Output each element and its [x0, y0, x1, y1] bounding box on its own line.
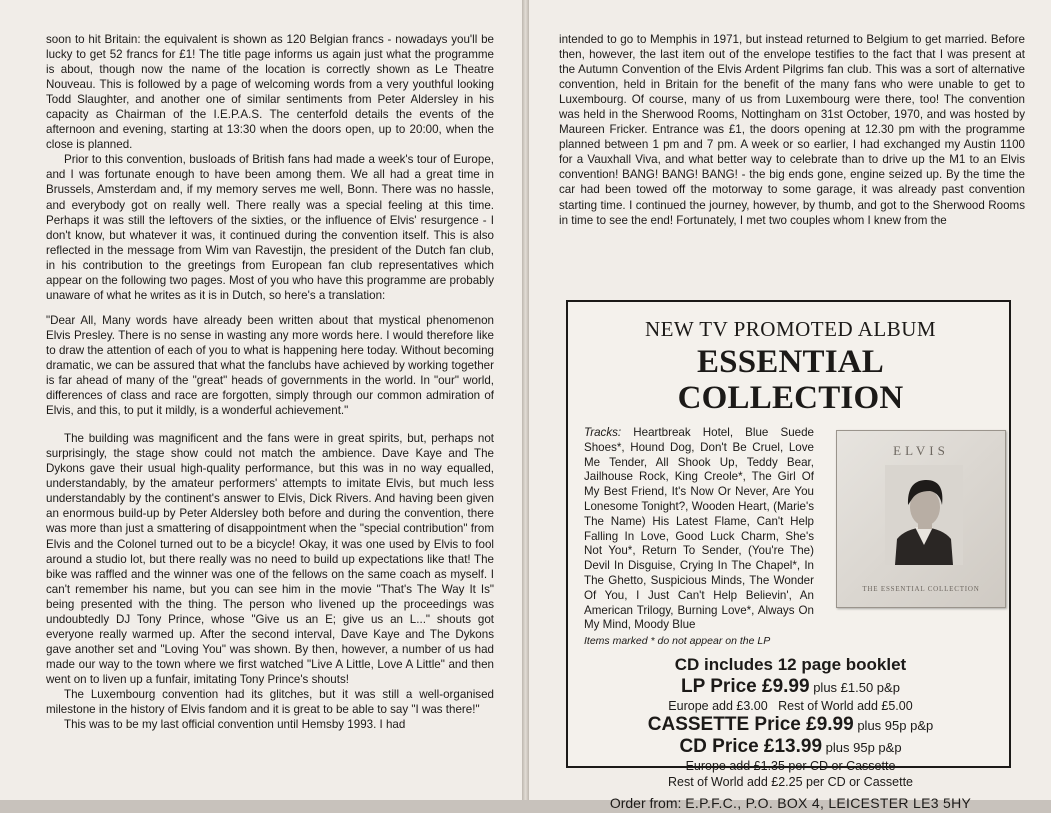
tracks-label: Tracks:	[584, 426, 622, 439]
tracks-text: Heartbreak Hotel, Blue Suede Shoes*, Hound Dog, Don't Be Cruel, Love Me Tender, All Shook Up, Teddy Bear, Jailhouse Rock, King Creole*, The Girl Of My Best Friend, It's Now Or Never, Are You Lonesome Tonight?, Wooden Heart, (Marie's The Name) His Latest Flame, Can't Help Falling In Love, Good Luck Charm, She's Not You*, Return To Sender, (You're The) Devil In Disguise, Crying In The Chapel*, In The Ghetto, Suspicious Minds, The Wonder Of You, I Just Can't Help Believin', An American Trilogy, Burning Love*, Always On My Mind, Moody Blue	[584, 426, 814, 632]
lp-europe: Europe add £3.00	[668, 699, 768, 713]
ad-album-title: ESSENTIAL COLLECTION	[677, 344, 904, 416]
order-line	[584, 793, 997, 813]
paragraph: This was to be my last official convention until Hemsby 1993. I had	[64, 718, 406, 732]
cd-europe-line: Europe add £1.35 per CD or Cassette	[685, 759, 896, 773]
order-address: E.P.F.C., P.O. BOX 4, LEICESTER LE3 5HY	[685, 795, 972, 811]
cover-subtitle: THE ESSENTIAL COLLECTION	[862, 585, 980, 593]
left-page	[0, 0, 522, 800]
lp-postage: plus £1.50 p&p	[813, 680, 900, 695]
ad-headline: NEW TV PROMOTED ALBUM	[644, 317, 937, 341]
album-advertisement	[566, 300, 1011, 811]
paragraph: Prior to this convention, busloads of British fans had made a week's tour of Europe, and I was fortunate enough to have been among them. We all had a great time in Brussels, Amsterdam and, if my memory serves me well, Bonn. There was no hassle, and everybody got on really well. There really was a special feeling at this time. Perhaps it was still the leftovers of the sixties, or the influence of Elvis' resurgence - I don't know, but whatever it was, it continued during the convention itself. This is also reflected in the message from Wim van Ravestijn, the president of the Dutch fan club, in his contribution to the greetings from European fan club representatives which appear on the following two pages. Most of you who have this programme are probably unaware of what he writes as it is in Dutch, so here's a translation:	[46, 153, 494, 302]
lp-world: Rest of World add £5.00	[778, 699, 913, 713]
paragraph: The building was magnificent and the fans were in great spirits, but, perhaps not surprisingly, the stage show could not match the ambience. Dave Kaye and The Dykons gave their usual high-quality performance, but this was in no way equalled, understandably, by the amateur performers' attempts to imitate Elvis, but much less understandably by the continent's answer to Elvis, Dick Rivers. And having been given an enormous build-up by Peter Aldersley both before and during the convention, there was more than just a smattering of disappointment when the "special contribution" from Elvis and the Colonel turned out to be a bicycle! Okay, it was one used by Elvis to fool around a studio lot, but there really was no need to build up expectations like that! The bike was raffled and the winner was one of the fellows on the same coach as myself. I can't remember his name, but you can see him in the movie "That's The Way It Is" being presented with the thing. The person who livened up the proceedings was undoubtedly DJ Tony Prince, whose "Give us an E; give us an L..." shouts got everyone really warmed up. After the second interval, Dave Kaye and The Dykons gave another set and "Loving You" was shown. By then, however, a number of us had made our way to the town where we first watched "Live A Little, Love A Little" and then went on to liven up a funfair, imitating Tony Prince's shouts!	[46, 432, 494, 686]
track-list	[584, 426, 814, 633]
paragraph: intended to go to Memphis in 1971, but instead returned to Belgium to get married. Before then, however, the last item out of the envelope testifies to the fact that I was present at the Autumn Convention of the Elvis Ardent Pilgrims fan club. This was a sort of alternative convention, held in Britain for the benefit of the many fans who were unable to get to Luxembourg. Of course, many of us from Luxembourg were there, too! The convention was held in the Sherwood Rooms, Nottingham on 31st October, 1970, and was hosted by Maureen Fricker. Entrance was £1, the doors opening at 12.30 pm with the programme planned between 1 pm and 7 pm. A week or so earlier, I had exchanged my Austin 1100 for a Vauxhall Viva, and what better way to celebrate than to drive up the M1 to an Elvis convention! BANG! BANG! BANG! - the big ends gone, engine seized up. By the time the car had been towed off the motorway to some garage, it was already past convention starting time. I continued the journey, however, by thumb, and got to the Sherwood Rooms in time to see the end! Fortunately, I met two couples whom I knew from the	[559, 33, 1025, 227]
tracks-note: Items marked * do not appear on the LP	[584, 635, 771, 648]
paragraph: The Luxembourg convention had its glitches, but it was still a well-organised milestone in the history of Elvis fandom and it is great to be able to say "I was there!"	[46, 687, 494, 717]
cassette-price-line	[584, 714, 997, 736]
cassette-price: CASSETTE Price £9.99	[647, 714, 854, 735]
cd-world-line: Rest of World add £2.25 per CD or Cassette	[667, 775, 914, 789]
cd-price-line	[584, 736, 997, 758]
cd-price: CD Price £13.99	[679, 736, 823, 757]
ad-middle	[584, 426, 997, 648]
elvis-portrait-icon	[885, 465, 963, 565]
cassette-postage: plus 95p p&p	[857, 718, 934, 733]
lp-price-line	[584, 676, 997, 698]
translated-quote: "Dear All, Many words have already been written about that mystical phenomenon Elvis Presley. There is no sense in wasting any more words here. I would therefore like to draw the attention of each of you to what is happening here today. Without becoming dramatic, we can be assured that what the fanclubs have achieved by working together is far ahead of many of the "great" heads of governments in the world. In "our" world, differences of class and race are forgotten, simply through our common admiration of Elvis, and this, to put it mildly, is a wonderful achievement."	[46, 313, 494, 418]
cd-postage: plus 95p p&p	[825, 740, 902, 755]
booklet-line: CD includes 12 page booklet	[674, 655, 907, 674]
lp-price: LP Price £9.99	[681, 676, 810, 697]
order-label: Order from:	[609, 795, 682, 811]
paragraph: soon to hit Britain: the equivalent is shown as 120 Belgian francs - nowadays you'll be lucky to get 52 francs for £1! The title page informs us again just what the programme is about, though now the name of the location is correctly shown as Le Theatre Nouveau. This is followed by a page of welcoming words from a very youthful looking Todd Slaughter, and another one of similar sentiments from Peter Aldersley in his capacity as Chairman of the I.E.P.A.S. The centerfold details the events of the afternoon and evening, starting at 13:30 when the doors open, up to 20:00, when the close is planned.	[46, 33, 494, 152]
album-cover	[836, 430, 1006, 608]
book-spine	[522, 0, 529, 800]
cover-title: ELVIS	[893, 443, 949, 458]
lp-extra-line	[584, 698, 997, 714]
